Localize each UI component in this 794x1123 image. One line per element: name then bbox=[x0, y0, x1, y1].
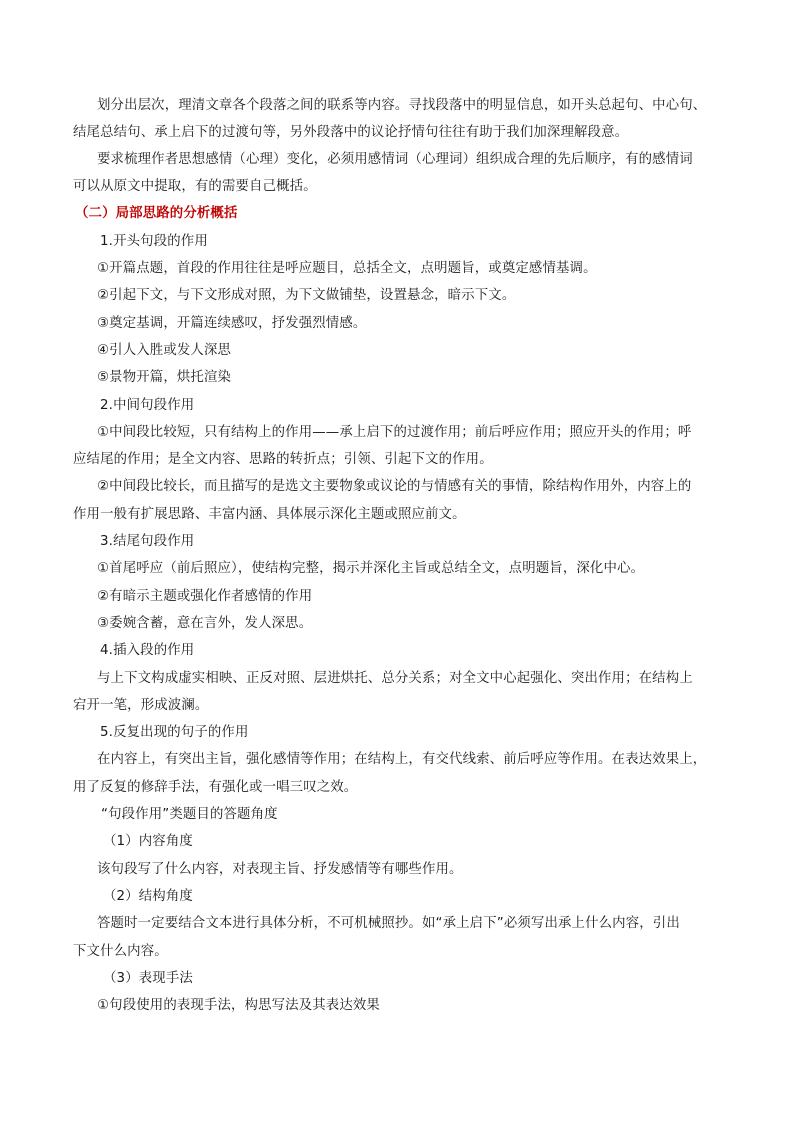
list-item: ①句段使用的表现手法，构思写法及其表达效果 bbox=[97, 998, 380, 1013]
subheading: （2）结构角度 bbox=[103, 889, 193, 904]
subheading: （1）内容角度 bbox=[103, 834, 193, 849]
list-item: ⑤景物开篇，烘托渲染 bbox=[97, 370, 232, 385]
paragraph-line: 应结尾的作用；是全文内容、思路的转折点；引领、引起下文的作用。 bbox=[73, 452, 493, 467]
list-item: ①首尾呼应（前后照应），使结构完整，揭示并深化主旨或总结全文，点明题旨，深化中心。 bbox=[97, 561, 645, 576]
paragraph-line: 在内容上，有突出主旨，强化感情等作用；在结构上，有交代线索、前后呼应等作用。在表达效果上， bbox=[97, 752, 707, 767]
list-item: ①中间段比较短，只有结构上的作用——承上启下的过渡作用；前后呼应作用；照应开头的作用；呼 bbox=[97, 425, 692, 440]
list-item: ③委婉含蓄，意在言外，发人深思。 bbox=[97, 616, 313, 631]
list-item: ②中间段比较长，而且描写的是选文主要物象或议论的与情感有关的事情，除结构作用外，内容上的 bbox=[97, 479, 692, 494]
paragraph-line: 宕开一笔，形成波澜。 bbox=[73, 698, 209, 713]
paragraph-line: 与上下文构成虚实相映、正反对照、层进烘托、总分关系；对全文中心起强化、突出作用；在结构上 bbox=[97, 671, 693, 686]
paragraph-line: 划分出层次，理清文章各个段落之间的联系等内容。寻找段落中的明显信息，如开头总起句、中心句、 bbox=[97, 98, 707, 113]
list-item: ②有暗示主题或强化作者感情的作用 bbox=[97, 589, 313, 604]
paragraph-line: 答题时一定要结合文本进行具体分析，不可机械照抄。如“承上启下”必须写出承上什么内容，引出 bbox=[97, 916, 680, 931]
subheading: （3）表现手法 bbox=[103, 971, 193, 986]
subheading: 3.结尾句段作用 bbox=[100, 534, 195, 549]
subheading: 1.开头句段的作用 bbox=[100, 234, 208, 249]
subheading: 2.中间句段作用 bbox=[100, 398, 195, 413]
paragraph-line: 用了反复的修辞手法，有强化或一唱三叹之效。 bbox=[73, 780, 358, 795]
paragraph-line: 下文什么内容。 bbox=[73, 944, 168, 959]
paragraph-line: 可以从原文中提取，有的需要自己概括。 bbox=[73, 179, 317, 194]
paragraph-line: 作用一般有扩展思路、丰富内涵、具体展示深化主题或照应前文。 bbox=[73, 507, 466, 522]
list-item: ②引起下文，与下文形成对照，为下文做铺垫，设置悬念，暗示下文。 bbox=[97, 288, 516, 303]
subheading: 5.反复出现的句子的作用 bbox=[100, 725, 249, 740]
list-item: ③奠定基调，开篇连续感叹，抒发强烈情感。 bbox=[97, 316, 367, 331]
list-item: ①开篇点题，首段的作用往往是呼应题目，总括全文，点明题旨，或奠定感情基调。 bbox=[97, 261, 597, 276]
subheading: “句段作用”类题目的答题角度 bbox=[101, 807, 278, 822]
subheading: 4.插入段的作用 bbox=[100, 643, 195, 658]
paragraph-line: 要求梳理作者思想感情（心理）变化，必须用感情词（心理词）组织成合理的先后顺序，有的感情词 bbox=[97, 152, 693, 167]
section-heading: （二）局部思路的分析概括 bbox=[75, 206, 238, 221]
list-item: ④引人入胜或发人深思 bbox=[97, 343, 232, 358]
paragraph-line: 结尾总结句、承上启下的过渡句等，另外段落中的议论抒情句往往有助于我们加深理解段意。 bbox=[73, 125, 629, 140]
paragraph-line: 该句段写了什么内容，对表现主旨、抒发感情等有哪些作用。 bbox=[97, 862, 463, 877]
